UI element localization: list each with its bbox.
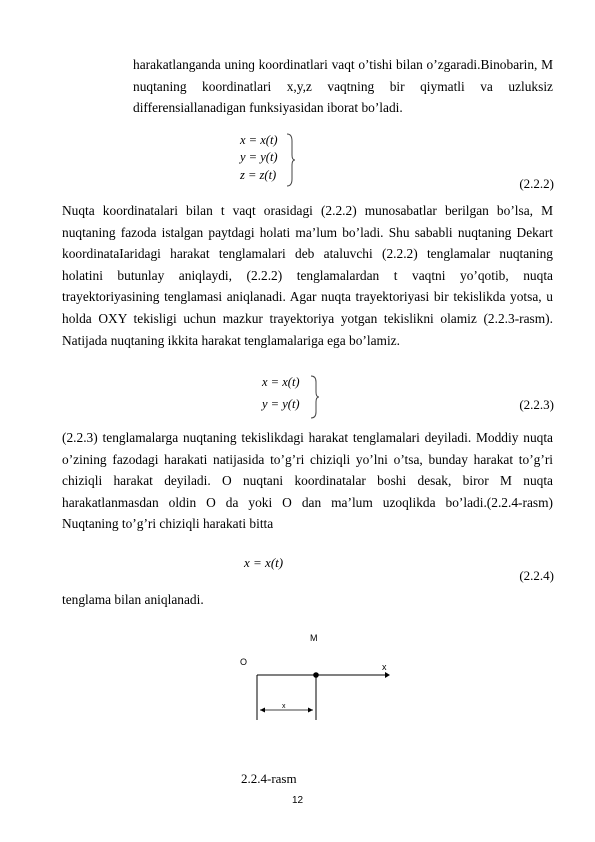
arrow-right-icon xyxy=(385,672,390,678)
figure-2-2-4 xyxy=(230,625,400,725)
paragraph-conclusion: tenglama bilan aniqlanadi. xyxy=(62,592,204,607)
label-point-m: M xyxy=(310,633,318,643)
paragraph-motion-equations: Nuqta koordinatalari bilan t vaqt orasidagi (2.2.2) munosabatlar berilgan bo’lsa, M nuqtaning fazoda istalgan paytdagi holati ma’lum bo’ladi. Shu sababli nuqtaning Dekart koordinataIaridagi harakat tenglamalari deb ataluvchi (2.2.2) tenglamalar nuqtaning holatini butunlay aniqlaydi, (2.2.2) tenglamalardan t vaqtni yo’qotib, nuqta trayektoriyasining tenglamasi aniqlanadi. Agar nuqta trayektoriyasi bir tekislikda yotsa, u holda OXY tekisligi uchun mazkur trayektoriya yotgan tekislikni olamiz (2.2.3-rasm). Natijada nuqtaning ikkita harakat tenglamalariga ega bo’lamiz. xyxy=(62,203,553,348)
right-brace-icon xyxy=(286,133,296,187)
right-brace-icon xyxy=(310,375,320,419)
label-x-axis: x xyxy=(382,662,387,672)
arrow-left-icon xyxy=(260,708,265,713)
equation-line-y: y = y(t) xyxy=(240,150,278,164)
equation-line-x: x = x(t) xyxy=(244,555,284,570)
figure-caption: 2.2.4-rasm xyxy=(241,771,297,786)
label-origin-o: O xyxy=(240,657,248,667)
equation-line-x: x = x(t) xyxy=(262,375,300,389)
equation-number-2-2-2: (2.2.2) xyxy=(519,176,554,191)
paragraph-rectilinear-motion: (2.2.3) tenglamalarga nuqtaning tekislikdagi harakat tenglamalari deyiladi. Moddiy nuqta o’zining fazodagi harakati natijasida to’g’ri chiziqli yo’lni o’tsa, bunday harakat to’g’ri chiziqli harakat deyiladi. O nuqtani koordinatalar boshi desak, biror M nuqta harakatlanmasdan oldin O da yoki O dan ma’lum uzoqlikda bo’ladi.(2.2.4-rasm) Nuqtaning to’g’ri chiziqli harakati bitta xyxy=(62,430,553,532)
arrow-right-icon xyxy=(308,708,313,713)
equation-number-2-2-4: (2.2.4) xyxy=(519,568,554,583)
equation-line-y: y = y(t) xyxy=(262,397,300,411)
equation-line-z: z = z(t) xyxy=(240,168,277,182)
equation-line-x: x = x(t) xyxy=(240,133,278,147)
equation-number-2-2-3: (2.2.3) xyxy=(519,397,554,412)
label-distance-x: x xyxy=(282,703,286,710)
paragraph-intro: harakatlanganda uninɡ koordinatlari vaqt o’tishi bilan o’zgaradi.Binobarin, M nuqtaning koordinatlari x,y,z vaqtning bir qiymatli va uzluksiz differensiallanadigan funksiyasidan iborat bo’ladi. xyxy=(133,57,553,116)
point-m-dot xyxy=(313,672,319,678)
page-number: 12 xyxy=(291,795,304,806)
